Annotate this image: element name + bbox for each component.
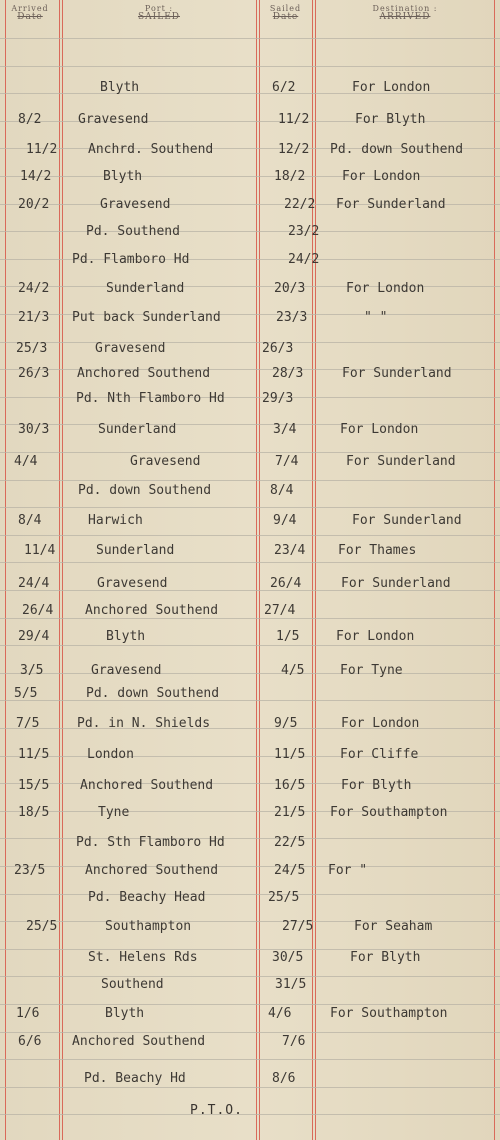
arrived-date-cell: 1/6 xyxy=(16,1006,40,1021)
sailed-date-cell: 12/2 xyxy=(278,142,310,157)
destination-cell: For Blyth xyxy=(350,950,421,965)
sailed-date-cell: 26/4 xyxy=(270,576,302,591)
ruled-line xyxy=(0,976,500,977)
arrived-date-cell: 24/2 xyxy=(18,281,50,296)
port-cell: Gravesend xyxy=(100,197,171,212)
arrived-date-cell: 11/2 xyxy=(26,142,58,157)
destination-cell: For London xyxy=(341,716,420,731)
sailed-date-cell: 27/5 xyxy=(282,919,314,934)
port-cell: Gravesend xyxy=(130,454,201,469)
arrived-date-cell: 20/2 xyxy=(18,197,50,212)
sailed-date-cell: 4/5 xyxy=(281,663,305,678)
sailed-date-cell: 22/2 xyxy=(284,197,316,212)
arrived-date-cell: 23/5 xyxy=(14,863,46,878)
sailed-destination-rule xyxy=(312,0,313,1140)
sailed-date-cell: 27/4 xyxy=(264,603,296,618)
destination-cell: For London xyxy=(342,169,421,184)
header-port-sub: SAILED xyxy=(138,12,180,22)
right-margin-rule xyxy=(494,0,495,1140)
arrived-date-cell: 4/4 xyxy=(14,454,38,469)
port-cell: Anchored Southend xyxy=(85,863,219,878)
destination-cell: Pd. down Southend xyxy=(330,142,464,157)
destination-cell: For Tyne xyxy=(340,663,403,678)
sailed-date-cell: 7/6 xyxy=(282,1034,306,1049)
sailed-destination-rule-inner xyxy=(315,0,316,1140)
port-cell: Southampton xyxy=(105,919,192,934)
header-port xyxy=(62,4,256,22)
header-port-label: Port : xyxy=(144,4,174,13)
destination-cell: For Sunderland xyxy=(346,454,456,469)
port-cell: Pd. down Southend xyxy=(86,686,220,701)
ruled-line xyxy=(0,1004,500,1005)
destination-cell: For London xyxy=(352,80,431,95)
header-sailed-label: Sailed xyxy=(269,4,302,13)
sailed-date-cell: 20/3 xyxy=(274,281,306,296)
arrived-port-rule-inner xyxy=(62,0,63,1140)
sailed-date-cell: 11/5 xyxy=(274,747,306,762)
header-arrived-sub: Date xyxy=(17,12,43,22)
ruled-line xyxy=(0,342,500,343)
destination-cell: For London xyxy=(346,281,425,296)
arrived-date-cell: 24/4 xyxy=(18,576,50,591)
ruled-line xyxy=(0,231,500,232)
port-cell: Blyth xyxy=(105,1006,145,1021)
destination-cell: " " xyxy=(364,310,388,325)
ruled-line xyxy=(0,673,500,674)
ruled-line xyxy=(0,866,500,867)
arrived-date-cell: 26/3 xyxy=(18,366,50,381)
ruled-line xyxy=(0,286,500,287)
arrived-date-cell: 8/2 xyxy=(18,112,42,127)
sailed-date-cell: 11/2 xyxy=(278,112,310,127)
sailed-date-cell: 30/5 xyxy=(272,950,304,965)
port-cell: Gravesend xyxy=(91,663,162,678)
sailed-date-cell: 4/6 xyxy=(268,1006,292,1021)
ruled-line xyxy=(0,700,500,701)
port-cell: Pd. down Southend xyxy=(78,483,212,498)
sailed-date-cell: 25/5 xyxy=(268,890,300,905)
sailed-date-cell: 29/3 xyxy=(262,391,294,406)
left-margin-rule xyxy=(5,0,6,1140)
port-cell: Anchored Southend xyxy=(85,603,219,618)
sailed-date-cell: 26/3 xyxy=(262,341,294,356)
destination-cell: For Sunderland xyxy=(352,513,462,528)
port-cell: Gravesend xyxy=(95,341,166,356)
ruled-line xyxy=(0,783,500,784)
port-cell: Blyth xyxy=(100,80,140,95)
sailed-date-cell: 23/2 xyxy=(288,224,320,239)
arrived-date-cell: 29/4 xyxy=(18,629,50,644)
destination-cell: For London xyxy=(336,629,415,644)
arrived-date-cell: 30/3 xyxy=(18,422,50,437)
ruled-line xyxy=(0,38,500,39)
port-cell: Pd. Beachy Head xyxy=(88,890,206,905)
sailed-date-cell: 8/6 xyxy=(272,1071,296,1086)
arrived-date-cell: 15/5 xyxy=(18,778,50,793)
arrived-port-rule xyxy=(59,0,60,1140)
header-sailed-sub: Date xyxy=(272,12,299,22)
arrived-date-cell: 5/5 xyxy=(14,686,38,701)
port-cell: St. Helens Rds xyxy=(88,950,198,965)
sailed-date-cell: 16/5 xyxy=(274,778,306,793)
destination-cell: For Seaham xyxy=(354,919,433,934)
ruled-line xyxy=(0,397,500,398)
arrived-date-cell: 7/5 xyxy=(16,716,40,731)
destination-cell: For Thames xyxy=(338,543,417,558)
sailed-date-cell: 6/2 xyxy=(272,80,296,95)
destination-cell: For Sunderland xyxy=(336,197,446,212)
ruled-line xyxy=(0,894,500,895)
ruled-line xyxy=(0,1114,500,1115)
sailed-date-cell: 9/4 xyxy=(273,513,297,528)
destination-cell: For Sunderland xyxy=(342,366,452,381)
ruled-line xyxy=(0,618,500,619)
destination-cell: For London xyxy=(340,422,419,437)
port-cell: Pd. Flamboro Hd xyxy=(72,252,190,267)
header-arrived-label: Arrived xyxy=(11,4,49,13)
sailed-date-cell: 8/4 xyxy=(270,483,294,498)
port-cell: Gravesend xyxy=(97,576,168,591)
port-cell: Anchrd. Southend xyxy=(88,142,214,157)
port-cell: Sunderland xyxy=(98,422,177,437)
ruled-line xyxy=(0,645,500,646)
port-cell: Pd. Nth Flamboro Hd xyxy=(76,391,225,406)
port-cell: Southend xyxy=(101,977,164,992)
port-sailed-rule-inner xyxy=(259,0,260,1140)
sailed-date-cell: 28/3 xyxy=(272,366,304,381)
destination-cell: For Southampton xyxy=(330,805,448,820)
port-cell: Pd. in N. Shields xyxy=(77,716,211,731)
arrived-date-cell: 3/5 xyxy=(20,663,44,678)
port-cell: Put back Sunderland xyxy=(72,310,221,325)
arrived-date-cell: 11/4 xyxy=(24,543,56,558)
header-sailed xyxy=(259,4,312,22)
arrived-date-cell: 8/4 xyxy=(18,513,42,528)
destination-cell: For Blyth xyxy=(355,112,426,127)
header-arrived xyxy=(4,4,56,22)
sailed-date-cell: 3/4 xyxy=(273,422,297,437)
sailed-date-cell: 21/5 xyxy=(274,805,306,820)
sailed-date-cell: 23/3 xyxy=(276,310,308,325)
port-cell: Harwich xyxy=(88,513,143,528)
ruled-line xyxy=(0,562,500,563)
ruled-line xyxy=(0,507,500,508)
arrived-date-cell: 6/6 xyxy=(18,1034,42,1049)
ruled-line xyxy=(0,535,500,536)
header-destination-label: Destination : xyxy=(372,4,438,13)
ruled-line xyxy=(0,1059,500,1060)
arrived-date-cell: 25/5 xyxy=(26,919,58,934)
sailed-date-cell: 24/5 xyxy=(274,863,306,878)
arrived-date-cell: 21/3 xyxy=(18,310,50,325)
sailed-date-cell: 7/4 xyxy=(275,454,299,469)
port-cell: Blyth xyxy=(106,629,146,644)
sailed-date-cell: 18/2 xyxy=(274,169,306,184)
port-cell: Gravesend xyxy=(78,112,149,127)
sailed-date-cell: 23/4 xyxy=(274,543,306,558)
port-sailed-rule xyxy=(256,0,257,1140)
arrived-date-cell: 26/4 xyxy=(22,603,54,618)
port-cell: Anchored Southend xyxy=(80,778,214,793)
ruled-line xyxy=(0,452,500,453)
sailed-date-cell: 9/5 xyxy=(274,716,298,731)
destination-cell: For Cliffe xyxy=(340,747,419,762)
sailed-date-cell: 22/5 xyxy=(274,835,306,850)
port-cell: Pd. Beachy Hd xyxy=(84,1071,186,1086)
ruled-line xyxy=(0,949,500,950)
sailed-date-cell: 31/5 xyxy=(275,977,307,992)
arrived-date-cell: 25/3 xyxy=(16,341,48,356)
port-cell: Pd. Sth Flamboro Hd xyxy=(76,835,225,850)
ruled-line xyxy=(0,838,500,839)
ruled-line xyxy=(0,66,500,67)
port-cell: Sunderland xyxy=(106,281,185,296)
pto-note: P.T.O. xyxy=(190,1103,243,1118)
arrived-date-cell: 18/5 xyxy=(18,805,50,820)
header-destination xyxy=(315,4,495,22)
destination-cell: For Sunderland xyxy=(341,576,451,591)
port-cell: London xyxy=(87,747,134,762)
port-cell: Anchored Southend xyxy=(72,1034,206,1049)
ruled-line xyxy=(0,176,500,177)
ruled-line xyxy=(0,728,500,729)
port-cell: Pd. Southend xyxy=(86,224,180,239)
sailed-date-cell: 24/2 xyxy=(288,252,320,267)
destination-cell: For Southampton xyxy=(330,1006,448,1021)
port-cell: Sunderland xyxy=(96,543,175,558)
destination-cell: For Blyth xyxy=(341,778,412,793)
ruled-line xyxy=(0,480,500,481)
ruled-line xyxy=(0,756,500,757)
ruled-line xyxy=(0,424,500,425)
port-cell: Anchored Southend xyxy=(77,366,211,381)
ruled-line xyxy=(0,1032,500,1033)
port-cell: Tyne xyxy=(98,805,130,820)
ruled-line xyxy=(0,1087,500,1088)
port-cell: Blyth xyxy=(103,169,143,184)
sailed-date-cell: 1/5 xyxy=(276,629,300,644)
destination-cell: For " xyxy=(328,863,368,878)
header-destination-sub: ARRIVED xyxy=(379,12,431,22)
arrived-date-cell: 11/5 xyxy=(18,747,50,762)
arrived-date-cell: 14/2 xyxy=(20,169,52,184)
